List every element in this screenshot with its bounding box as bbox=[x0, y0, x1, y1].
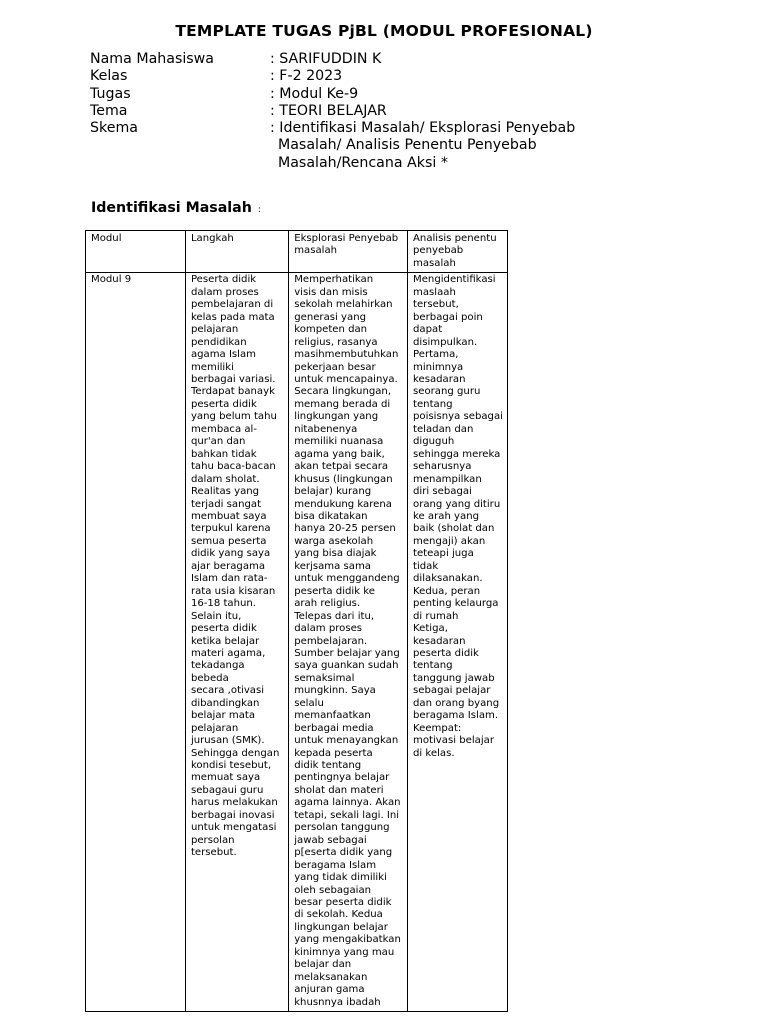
text-line: Pertama, bbox=[413, 349, 459, 361]
problem-table bbox=[85, 230, 508, 1012]
skema-line: : Identifikasi Masalah/ Eksplorasi Penyebab bbox=[270, 120, 576, 137]
text-line: berbagai poin bbox=[413, 311, 483, 323]
text-line: Memperhatikan bbox=[294, 274, 374, 286]
text-line: besar peserta didik bbox=[294, 897, 392, 909]
text-line: sebagai pelajar bbox=[413, 685, 491, 697]
text-line: dalam proses bbox=[294, 623, 363, 635]
text-line: teladan dan bbox=[413, 423, 474, 435]
text-line: Analisis penentu bbox=[413, 233, 497, 244]
text-line: baik (sholat dan bbox=[413, 523, 495, 535]
text-line: peserta didik bbox=[413, 647, 479, 659]
text-line: secara ,otivasi bbox=[190, 685, 265, 697]
text-line: ketika belajar bbox=[190, 635, 260, 647]
info-value: : SARIFUDDIN K bbox=[270, 51, 382, 67]
text-line: pekerjaan besar bbox=[294, 361, 376, 373]
text-line: memiliki nuanasa bbox=[294, 436, 384, 448]
text-line: Eksplorasi Penyebab bbox=[294, 233, 399, 244]
info-row-tugas bbox=[90, 86, 590, 103]
text-line: anjuran gama bbox=[294, 984, 365, 996]
text-line: sholat dan materi bbox=[294, 784, 384, 796]
text-line: jurusan (SMK). bbox=[190, 735, 265, 747]
text-line: berbagai variasi. bbox=[190, 373, 276, 385]
text-line: diri sebagai bbox=[413, 486, 472, 498]
text-line: memiliki bbox=[190, 361, 234, 373]
text-line: Keempat: bbox=[413, 722, 462, 734]
text-line: belajar) kurang bbox=[294, 486, 372, 498]
text-line: arah religius. bbox=[294, 598, 361, 610]
text-line: lingkungan belajar bbox=[294, 921, 388, 933]
text-line: pelajaran bbox=[190, 722, 239, 734]
header-analisis bbox=[408, 231, 508, 273]
text-line: ke arah yang bbox=[413, 510, 480, 522]
text-line: kesadaran bbox=[413, 635, 466, 647]
text-line: tentang bbox=[413, 398, 453, 410]
text-line: khusus (lingkungan bbox=[294, 473, 393, 485]
text-line: kondisi tesebut, bbox=[190, 760, 272, 772]
text-line: materi agama, bbox=[190, 647, 266, 659]
text-line: di kelas. bbox=[413, 747, 455, 759]
table-header-row bbox=[86, 231, 508, 273]
text-line: untuk mengatasi bbox=[190, 822, 277, 834]
text-line: yang bisa diajak bbox=[294, 548, 377, 560]
text-line: untuk menggandeng bbox=[294, 573, 400, 585]
header-eksplorasi bbox=[289, 231, 408, 273]
text-line: Telepas dari itu, bbox=[294, 610, 375, 622]
text-line: motivasi belajar bbox=[413, 735, 494, 747]
text-line: Ketiga, bbox=[413, 623, 448, 635]
text-line: rata usia kisaran bbox=[190, 585, 276, 597]
text-line: peserta didik bbox=[190, 623, 257, 635]
text-line: tersebut, bbox=[413, 299, 459, 311]
text-line: semaksimal bbox=[294, 672, 355, 684]
text-line: penyebab bbox=[413, 245, 464, 257]
text-line: jawab sebagai bbox=[294, 834, 367, 846]
text-line: berbagai inovasi bbox=[190, 809, 275, 821]
text-line: kompeten dan bbox=[294, 324, 368, 336]
text-line: dalam proses bbox=[190, 286, 259, 298]
text-line: diguguh bbox=[413, 436, 455, 448]
text-line: bebeda bbox=[190, 672, 229, 684]
text-line: agama Islam bbox=[190, 349, 256, 361]
text-line: Mengidentifikasi bbox=[413, 274, 496, 286]
text-line: dapat bbox=[413, 324, 443, 336]
text-line: tidak bbox=[413, 560, 439, 572]
text-line: semua peserta bbox=[190, 535, 267, 547]
text-line: religius, rasanya bbox=[294, 336, 378, 348]
text-line: peserta didik bbox=[190, 398, 257, 410]
text-line: mungkinn. Saya bbox=[294, 685, 376, 697]
text-line: bisa dikatakan bbox=[294, 510, 368, 522]
text-line: saya guankan sudah bbox=[294, 660, 399, 672]
cell-analisis bbox=[408, 273, 508, 1012]
text-line: penting kelaurga bbox=[413, 598, 499, 610]
text-line: belajar mata bbox=[190, 710, 256, 722]
text-line: Modul bbox=[91, 233, 122, 244]
skema-line: Masalah/Rencana Aksi * bbox=[278, 154, 448, 171]
info-label: Tema bbox=[90, 102, 128, 119]
text-line: beragama Islam. bbox=[413, 710, 499, 722]
text-line: sebagaui guru bbox=[190, 784, 264, 796]
text-line: sehingga mereka bbox=[413, 448, 501, 460]
text-line: qur'an dan bbox=[190, 436, 246, 448]
text-line: akan tetpai secara bbox=[294, 461, 389, 473]
text-line: persolan tanggung bbox=[294, 822, 390, 834]
text-line: disimpulkan. bbox=[413, 336, 478, 348]
info-row-nama bbox=[90, 51, 590, 68]
info-value-skema bbox=[270, 120, 590, 172]
text-line: Peserta didik bbox=[190, 274, 257, 286]
section-heading bbox=[91, 200, 261, 216]
text-line: didik tentang bbox=[294, 760, 362, 772]
text-line: di rumah bbox=[413, 610, 459, 622]
text-line: masalah bbox=[413, 257, 456, 269]
text-line: Secara lingkungan, bbox=[294, 386, 392, 398]
text-line: Islam dan rata- bbox=[190, 573, 268, 585]
text-line: kerjsama sama bbox=[294, 560, 371, 572]
text-line: membaca al- bbox=[190, 423, 257, 435]
text-line: harus melakukan bbox=[190, 797, 278, 809]
text-line: pendidikan bbox=[190, 336, 247, 348]
text-line: orang yang ditiru bbox=[413, 498, 501, 510]
text-line: memuat saya bbox=[190, 772, 261, 784]
text-line: kinimnya yang mau bbox=[294, 946, 395, 958]
text-line: Kedua, peran bbox=[413, 585, 481, 597]
text-line: beragama Islam bbox=[294, 859, 377, 871]
text-line: p[eserta didik yang bbox=[294, 847, 393, 859]
info-label: Nama Mahasiswa bbox=[90, 51, 214, 67]
text-line: khusnnya ibadah bbox=[294, 996, 381, 1008]
info-value: : Modul Ke-9 bbox=[270, 85, 359, 102]
text-line: teteapi juga bbox=[413, 548, 474, 560]
text-line: Langkah bbox=[190, 233, 234, 244]
text-line: minimnya bbox=[413, 361, 464, 373]
text-line: masalah bbox=[294, 245, 338, 257]
text-line: agama lainnya. Akan bbox=[294, 797, 401, 809]
header-langkah bbox=[185, 231, 288, 273]
text-line: memang berada di bbox=[294, 398, 391, 410]
text-line: melaksanakan bbox=[294, 971, 368, 983]
info-row-kelas bbox=[90, 68, 590, 85]
text-line: mendukung karena bbox=[294, 498, 392, 510]
text-line: terpukul karena bbox=[190, 523, 271, 535]
text-line: dibandingkan bbox=[190, 697, 260, 709]
info-row-tema bbox=[90, 103, 590, 120]
skema-line: Masalah/ Analisis Penentu Penyebab bbox=[278, 137, 537, 154]
text-line: kesadaran bbox=[413, 373, 466, 385]
cell-langkah bbox=[185, 273, 288, 1012]
cell-eksplorasi bbox=[289, 273, 408, 1012]
cell-modul: Modul 9 bbox=[86, 273, 186, 1012]
text-line: yang tidak dimiliki bbox=[294, 872, 387, 884]
text-line: maslaah bbox=[413, 286, 456, 298]
text-line: peserta didik ke bbox=[294, 585, 375, 597]
text-line: lingkungan yang bbox=[294, 411, 379, 423]
text-line: belajar dan bbox=[294, 959, 352, 971]
info-value: : TEORI BELAJAR bbox=[270, 102, 387, 119]
text-line: selalu bbox=[294, 697, 324, 709]
text-line: warga asekolah bbox=[294, 535, 374, 547]
text-line: visis dan misis bbox=[294, 286, 368, 298]
text-line: seharusnya bbox=[413, 461, 472, 473]
text-line: agama yang baik, bbox=[294, 448, 385, 460]
section-heading-colon: : bbox=[257, 205, 261, 215]
document-title: TEMPLATE TUGAS PjBL (MODUL PROFESIONAL) bbox=[175, 22, 593, 40]
info-label: Skema bbox=[90, 120, 138, 137]
text-line: berbagai media bbox=[294, 722, 374, 734]
text-line: terjadi sangat bbox=[190, 498, 262, 510]
text-line: memanfaatkan bbox=[294, 710, 371, 722]
text-line: masihmembutuhkan bbox=[294, 349, 399, 361]
text-line: hanya 20-25 persen bbox=[294, 523, 396, 535]
text-line: dan orang byang bbox=[413, 697, 500, 709]
text-line: di sekolah. Kedua bbox=[294, 909, 383, 921]
text-line: 16-18 tahun. bbox=[190, 598, 257, 610]
table-row bbox=[86, 273, 508, 1012]
text-line: nitabenenya bbox=[294, 423, 358, 435]
text-line: yang mengakibatkan bbox=[294, 934, 401, 946]
text-line: pentingnya belajar bbox=[294, 772, 390, 784]
text-line: seorang guru bbox=[413, 386, 481, 398]
text-line: ajar beragama bbox=[190, 560, 266, 572]
text-line: dilaksanakan. bbox=[413, 573, 483, 585]
text-line: oleh sebagaian bbox=[294, 884, 372, 896]
info-value: : F-2 2023 bbox=[270, 68, 343, 85]
text-line: membuat saya bbox=[190, 510, 267, 522]
info-row-skema bbox=[90, 120, 590, 172]
text-line: menampilkan bbox=[413, 473, 482, 485]
text-line: generasi yang bbox=[294, 311, 366, 323]
text-line: tekadanga bbox=[190, 660, 245, 672]
text-line: Realitas yang bbox=[190, 486, 260, 498]
text-line: tahu baca-bacan bbox=[190, 461, 276, 473]
text-line: persolan bbox=[190, 834, 235, 846]
text-line: untuk mencapainya. bbox=[294, 373, 398, 385]
text-line: kepada peserta bbox=[294, 747, 373, 759]
text-line: pembelajaran di bbox=[190, 299, 274, 311]
text-line: tersebut. bbox=[190, 847, 237, 859]
text-line: tanggung jawab bbox=[413, 672, 495, 684]
text-line: poisisnya sebagai bbox=[413, 411, 503, 423]
text-line: sekolah melahirkan bbox=[294, 299, 393, 311]
text-line: bahkan tidak bbox=[190, 448, 257, 460]
text-line: kelas pada mata bbox=[190, 311, 275, 323]
text-line: yang belum tahu bbox=[190, 411, 277, 423]
text-line: Sumber belajar yang bbox=[294, 647, 400, 659]
text-line: untuk menayangkan bbox=[294, 735, 399, 747]
text-line: mengaji) akan bbox=[413, 535, 486, 547]
text-line: pembelajaran. bbox=[294, 635, 368, 647]
text-line: Selain itu, bbox=[190, 610, 242, 622]
text-line: Terdapat banayk bbox=[190, 386, 275, 398]
info-label: Kelas bbox=[90, 68, 128, 85]
header-modul bbox=[86, 231, 186, 273]
text-line: dalam sholat. bbox=[190, 473, 260, 485]
section-heading-text: Identifikasi Masalah bbox=[91, 200, 252, 216]
text-line: Sehingga dengan bbox=[190, 747, 280, 759]
text-line: didik yang saya bbox=[190, 548, 271, 560]
text-line: tetapi, sekali lagi. Ini bbox=[294, 809, 400, 821]
student-info bbox=[90, 51, 590, 172]
text-line: pelajaran bbox=[190, 324, 239, 336]
text-line: tentang bbox=[413, 660, 453, 672]
info-label: Tugas bbox=[90, 85, 131, 102]
